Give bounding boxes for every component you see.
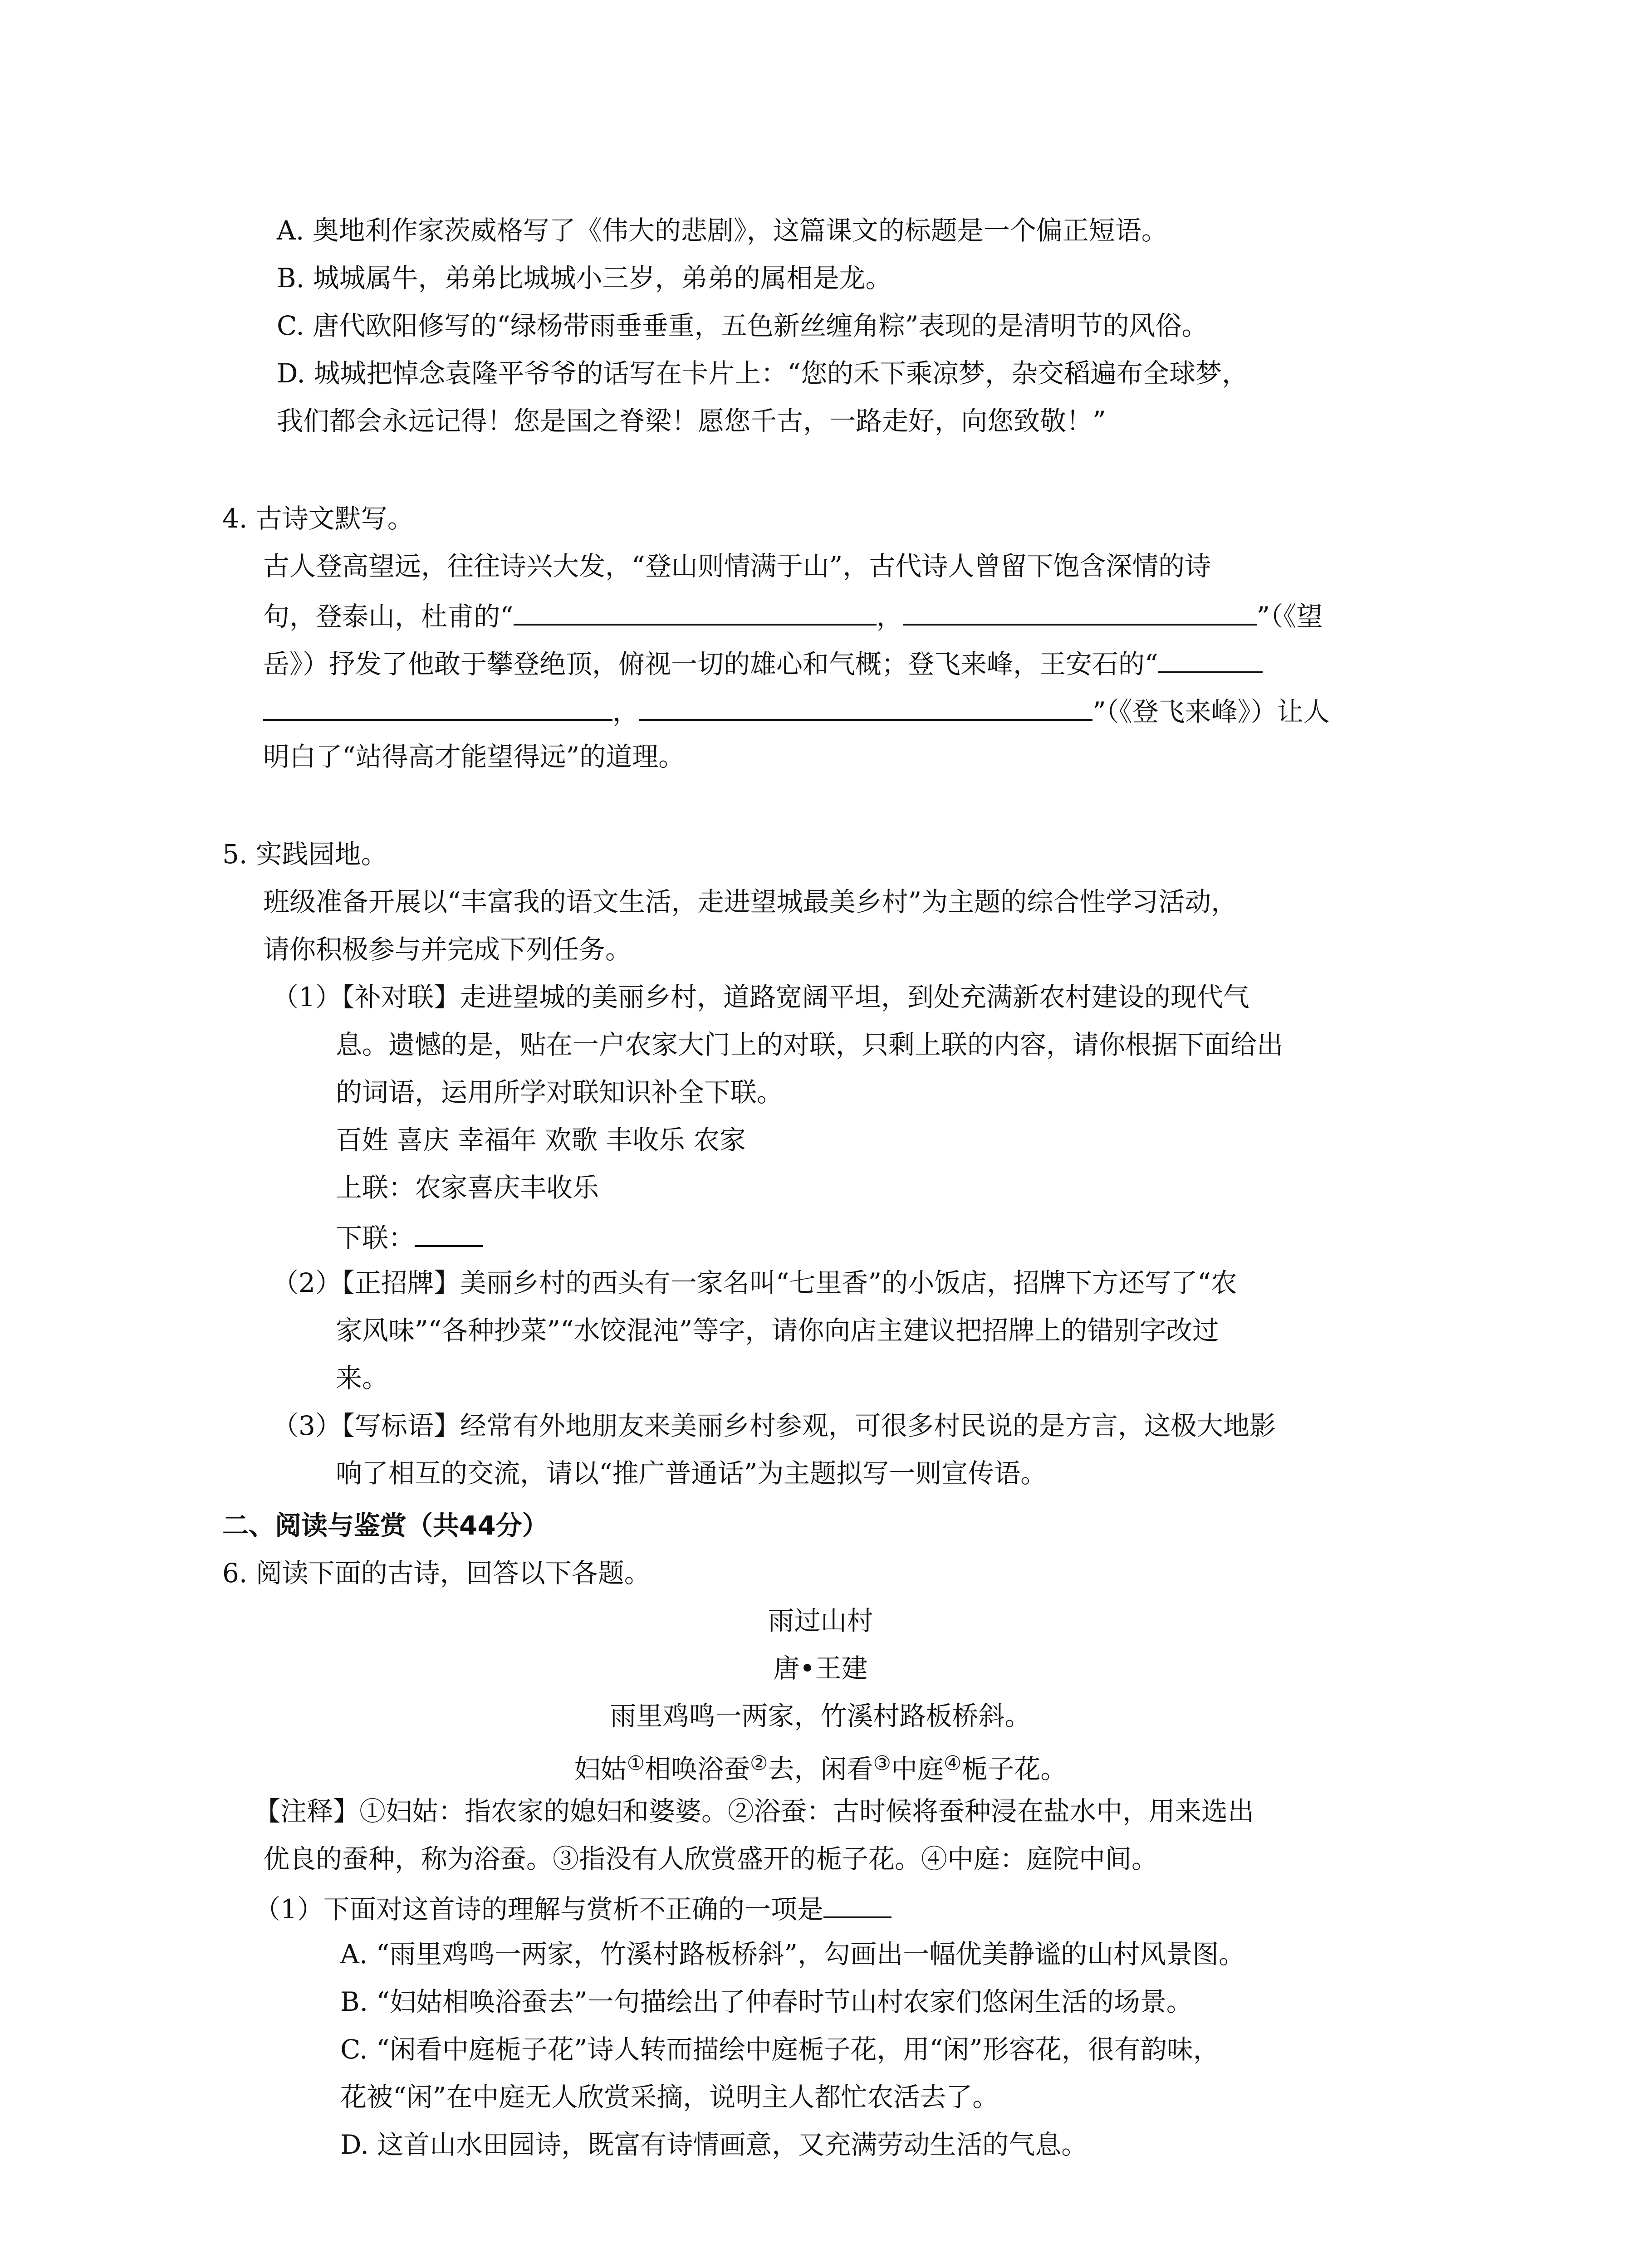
answer-blank-2[interactable] xyxy=(903,596,1257,626)
q5-sub3-line1: （3）【写标语】经常有外地朋友来美丽乡村参观，可很多村民说的是方言，这极大地影 xyxy=(272,1410,1276,1441)
q6-option-b: B. “妇姑相唤浴蚕去”一句描绘出了仲春时节山村农家们悠闲生活的场景。 xyxy=(340,1986,1193,2017)
q5-sub2-line3: 来。 xyxy=(336,1363,389,1393)
q3-option-b: B. 城城属牛，弟弟比城城小三岁，弟弟的属相是龙。 xyxy=(277,263,892,293)
q5-sub2-line2: 家风味”“各种抄菜”“水饺混沌”等字，请你向店主建议把招牌上的错别字改过 xyxy=(336,1315,1219,1346)
q4-line2: 句，登泰山，杜甫的“ ， ”（《望 xyxy=(263,596,1323,634)
q3-option-d-line2: 我们都会永远记得！您是国之脊梁！愿您千古，一路走好，向您致敬！” xyxy=(277,406,1106,436)
q5-line2: 请你积极参与并完成下列任务。 xyxy=(263,934,632,965)
q6-option-c-line2: 花被“闲”在中庭无人欣赏采摘，说明主人都忙农活去了。 xyxy=(340,2082,999,2112)
q6-sub1: （1）下面对这首诗的理解与赏析不正确的一项是 xyxy=(254,1889,892,1926)
note-marker-4: ④ xyxy=(943,1752,962,1775)
poem-notes-line1: 【注释】①妇姑：指农家的媳妇和婆婆。②浴蚕：古时候将蚕种浸在盐水中，用来选出 xyxy=(254,1796,1254,1827)
poem-title: 雨过山村 xyxy=(768,1605,873,1636)
q6-option-a: A. “雨里鸡鸣一两家，竹溪村路板桥斜”，勾画出一幅优美静谧的山村风景图。 xyxy=(340,1939,1245,1970)
lower-couplet-blank[interactable] xyxy=(415,1218,483,1247)
poem-line1: 雨里鸡鸣一两家，竹溪村路板桥斜。 xyxy=(610,1701,1031,1731)
q5-sub1-line2: 息。遗憾的是，贴在一户农家大门上的对联，只剩上联的内容，请你根据下面给出 xyxy=(336,1029,1283,1060)
q3-option-a: A. 奥地利作家茨威格写了《伟大的悲剧》，这篇课文的标题是一个偏正短语。 xyxy=(277,215,1168,246)
q5-word-list: 百姓 喜庆 幸福年 欢歌 丰收乐 农家 xyxy=(336,1124,746,1155)
q4-line4: ， ”（《登飞来峰》）让人 xyxy=(263,692,1330,729)
answer-blank-4[interactable] xyxy=(639,692,1092,721)
section-heading: 二、阅读与鉴赏（共44分） xyxy=(222,1510,549,1541)
answer-blank-3[interactable] xyxy=(1158,644,1263,673)
q6-title: 6. 阅读下面的古诗，回答以下各题。 xyxy=(222,1558,651,1589)
poem-notes-line2: 优良的蚕种，称为浴蚕。③指没有人欣赏盛开的栀子花。④中庭：庭院中间。 xyxy=(263,1843,1158,1874)
q6-answer-blank[interactable] xyxy=(823,1889,892,1918)
q5-line1: 班级准备开展以“丰富我的语文生活，走进望城最美乡村”为主题的综合性学习活动， xyxy=(263,886,1238,917)
q3-option-c: C. 唐代欧阳修写的“绿杨带雨垂垂重，五色新丝缠角粽”表现的是清明节的风俗。 xyxy=(277,310,1208,341)
answer-blank-3-cont[interactable] xyxy=(263,692,612,721)
note-marker-2: ② xyxy=(750,1752,768,1775)
q5-title: 5. 实践园地。 xyxy=(222,839,387,870)
q5-sub1-line3: 的词语，运用所学对联知识补全下联。 xyxy=(336,1077,784,1108)
q5-sub3-line2: 响了相互的交流，请以“推广普通话”为主题拟写一则宣传语。 xyxy=(336,1458,1047,1489)
q5-sub2-line1: （2）【正招牌】美丽乡村的西头有一家名叫“七里香”的小饭店，招牌下方还写了“农 xyxy=(272,1267,1237,1298)
q4-title: 4. 古诗文默写。 xyxy=(222,503,414,534)
q6-option-c-line1: C. “闲看中庭栀子花”诗人转而描绘中庭栀子花，用“闲”形容花，很有韵味， xyxy=(340,2034,1220,2065)
q5-upper-couplet: 上联：农家喜庆丰收乐 xyxy=(336,1172,599,1203)
q3-option-d-line1: D. 城城把悼念袁隆平爷爷的话写在卡片上：“您的禾下乘凉梦，杂交稻遍布全球梦， xyxy=(277,358,1248,389)
poem-author: 唐•王建 xyxy=(773,1653,868,1684)
q6-option-d: D. 这首山水田园诗，既富有诗情画意，又充满劳动生活的气息。 xyxy=(340,2129,1088,2160)
q4-line3: 岳》）抒发了他敢于攀登绝顶，俯视一切的雄心和气概；登飞来峰，王安石的“ xyxy=(263,644,1263,681)
note-marker-1: ① xyxy=(627,1752,645,1775)
poem-line2: 妇姑①相唤浴蚕②去，闲看③中庭④栀子花。 xyxy=(574,1752,1067,1784)
q4-line5: 明白了“站得高才能望得远”的道理。 xyxy=(263,741,685,772)
q4-line1: 古人登高望远，往往诗兴大发，“登山则情满于山”，古代诗人曾留下饱含深情的诗 xyxy=(263,551,1211,582)
q5-sub1-line1: （1）【补对联】走进望城的美丽乡村，道路宽阔平坦，到处充满新农村建设的现代气 xyxy=(272,982,1249,1012)
q5-lower-couplet: 下联： xyxy=(336,1218,483,1255)
note-marker-3: ③ xyxy=(873,1752,891,1775)
answer-blank-1[interactable] xyxy=(514,596,877,626)
